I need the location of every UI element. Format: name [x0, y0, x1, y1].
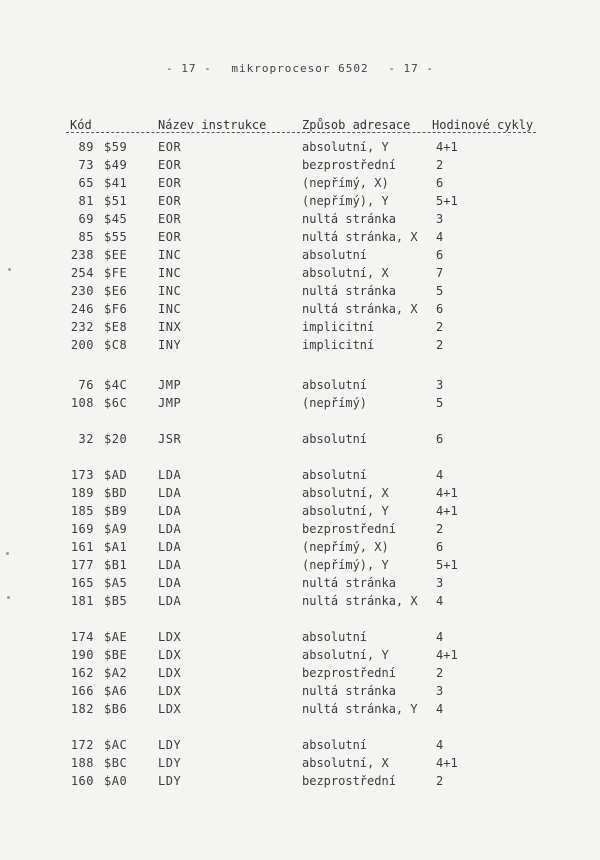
instruction-name: LDX: [158, 666, 182, 680]
clock-cycles: 2: [436, 522, 444, 536]
addressing-mode: nultá stránka: [302, 284, 396, 298]
decimal-code: 81: [78, 194, 94, 208]
hex-code: $BE: [104, 648, 128, 662]
decimal-code: 172: [70, 738, 94, 752]
header-rule: [66, 132, 536, 133]
hex-code: $E8: [104, 320, 128, 334]
addressing-mode: (nepřímý, X): [302, 176, 389, 190]
scan-speck: [8, 268, 11, 271]
hex-code: $BD: [104, 486, 128, 500]
clock-cycles: 3: [436, 378, 444, 392]
page-header: [0, 62, 600, 75]
addressing-mode: absolutní: [302, 378, 368, 392]
addressing-mode: absolutní: [302, 738, 368, 752]
table-row: [0, 466, 600, 484]
addressing-mode: bezprostřední: [302, 774, 396, 788]
hex-code: $FE: [104, 266, 128, 280]
addressing-mode: absolutní, Y: [302, 504, 389, 518]
instruction-name: INC: [158, 284, 182, 298]
column-header-mode: Způsob adresace: [302, 118, 411, 132]
table-row: [0, 628, 600, 646]
hex-code: $A2: [104, 666, 128, 680]
scan-speck: [6, 552, 9, 555]
instruction-name: LDA: [158, 468, 182, 482]
table-row: [0, 210, 600, 228]
addressing-mode: nultá stránka, X: [302, 230, 418, 244]
decimal-code: 232: [70, 320, 94, 334]
hex-code: $F6: [104, 302, 128, 316]
table-header: [0, 118, 600, 134]
hex-code: $A9: [104, 522, 128, 536]
clock-cycles: 6: [436, 302, 444, 316]
clock-cycles: 4: [436, 594, 444, 608]
hex-code: $B6: [104, 702, 128, 716]
page-title: mikroprocesor 6502: [231, 62, 369, 75]
table-row: [0, 700, 600, 718]
hex-code: $45: [104, 212, 128, 226]
table-row: [0, 264, 600, 282]
instruction-name: INC: [158, 266, 182, 280]
decimal-code: 169: [70, 522, 94, 536]
decimal-code: 76: [78, 378, 94, 392]
addressing-mode: implicitní: [302, 338, 375, 352]
clock-cycles: 3: [436, 684, 444, 698]
addressing-mode: (nepřímý), Y: [302, 558, 389, 572]
clock-cycles: 3: [436, 576, 444, 590]
decimal-code: 230: [70, 284, 94, 298]
table-row: [0, 394, 600, 412]
decimal-code: 200: [70, 338, 94, 352]
clock-cycles: 3: [436, 212, 444, 226]
clock-cycles: 4: [436, 630, 444, 644]
hex-code: $BC: [104, 756, 128, 770]
decimal-code: 246: [70, 302, 94, 316]
decimal-code: 189: [70, 486, 94, 500]
hex-code: $49: [104, 158, 128, 172]
decimal-code: 108: [70, 396, 94, 410]
addressing-mode: nultá stránka: [302, 684, 396, 698]
clock-cycles: 5+1: [436, 194, 458, 208]
column-header-name: Název instrukce: [158, 118, 267, 132]
table-row: [0, 592, 600, 610]
table-row: [0, 336, 600, 354]
clock-cycles: 4: [436, 738, 444, 752]
addressing-mode: nultá stránka: [302, 576, 396, 590]
decimal-code: 165: [70, 576, 94, 590]
clock-cycles: 2: [436, 338, 444, 352]
table-row: [0, 282, 600, 300]
addressing-mode: absolutní, X: [302, 266, 389, 280]
instruction-name: EOR: [158, 194, 182, 208]
decimal-code: 238: [70, 248, 94, 262]
decimal-code: 160: [70, 774, 94, 788]
column-header-code: Kód: [70, 118, 92, 132]
clock-cycles: 6: [436, 176, 444, 190]
table-row: [0, 318, 600, 336]
instruction-name: LDA: [158, 540, 182, 554]
addressing-mode: bezprostřední: [302, 666, 396, 680]
table-row: [0, 520, 600, 538]
hex-code: $EE: [104, 248, 128, 262]
decimal-code: 161: [70, 540, 94, 554]
hex-code: $AD: [104, 468, 128, 482]
instruction-name: JMP: [158, 396, 182, 410]
hex-code: $E6: [104, 284, 128, 298]
instruction-name: INC: [158, 302, 182, 316]
clock-cycles: 2: [436, 666, 444, 680]
decimal-code: 85: [78, 230, 94, 244]
clock-cycles: 6: [436, 432, 444, 446]
hex-code: $4C: [104, 378, 128, 392]
hex-code: $AC: [104, 738, 128, 752]
instruction-name: EOR: [158, 230, 182, 244]
addressing-mode: absolutní: [302, 248, 368, 262]
addressing-mode: absolutní, Y: [302, 648, 389, 662]
instruction-name: LDX: [158, 684, 182, 698]
decimal-code: 89: [78, 140, 94, 154]
table-row: [0, 538, 600, 556]
table-row: [0, 376, 600, 394]
addressing-mode: absolutní: [302, 432, 368, 446]
table-row: [0, 228, 600, 246]
decimal-code: 174: [70, 630, 94, 644]
decimal-code: 73: [78, 158, 94, 172]
table-row: [0, 300, 600, 318]
clock-cycles: 6: [436, 540, 444, 554]
decimal-code: 181: [70, 594, 94, 608]
clock-cycles: 5+1: [436, 558, 458, 572]
decimal-code: 188: [70, 756, 94, 770]
addressing-mode: bezprostřední: [302, 158, 396, 172]
addressing-mode: bezprostřední: [302, 522, 396, 536]
addressing-mode: nultá stránka, X: [302, 594, 418, 608]
instruction-name: LDA: [158, 522, 182, 536]
clock-cycles: 5: [436, 396, 444, 410]
clock-cycles: 7: [436, 266, 444, 280]
decimal-code: 32: [78, 432, 94, 446]
instruction-name: LDY: [158, 738, 182, 752]
instruction-name: EOR: [158, 176, 182, 190]
instruction-name: LDX: [158, 702, 182, 716]
instruction-name: LDA: [158, 486, 182, 500]
addressing-mode: (nepřímý, X): [302, 540, 389, 554]
clock-cycles: 4: [436, 702, 444, 716]
table-row: [0, 192, 600, 210]
clock-cycles: 5: [436, 284, 444, 298]
clock-cycles: 4: [436, 468, 444, 482]
addressing-mode: absolutní, X: [302, 756, 389, 770]
instruction-name: LDY: [158, 756, 182, 770]
instruction-name: LDA: [158, 558, 182, 572]
addressing-mode: absolutní: [302, 630, 368, 644]
table-row: [0, 430, 600, 448]
table-row: [0, 502, 600, 520]
table-row: [0, 174, 600, 192]
instruction-name: LDX: [158, 648, 182, 662]
addressing-mode: nultá stránka: [302, 212, 396, 226]
decimal-code: 162: [70, 666, 94, 680]
addressing-mode: absolutní: [302, 468, 368, 482]
table-row: [0, 754, 600, 772]
decimal-code: 182: [70, 702, 94, 716]
hex-code: $A1: [104, 540, 128, 554]
page-number-left: - 17 -: [166, 62, 212, 75]
addressing-mode: implicitní: [302, 320, 375, 334]
decimal-code: 177: [70, 558, 94, 572]
table-row: [0, 574, 600, 592]
addressing-mode: absolutní, X: [302, 486, 389, 500]
hex-code: $51: [104, 194, 128, 208]
decimal-code: 173: [70, 468, 94, 482]
hex-code: $B1: [104, 558, 128, 572]
page-number-right: - 17 -: [388, 62, 434, 75]
hex-code: $41: [104, 176, 128, 190]
hex-code: $C8: [104, 338, 128, 352]
table-row: [0, 646, 600, 664]
hex-code: $B5: [104, 594, 128, 608]
table-row: [0, 246, 600, 264]
table-row: [0, 736, 600, 754]
table-row: [0, 484, 600, 502]
table-row: [0, 156, 600, 174]
table-row: [0, 556, 600, 574]
clock-cycles: 2: [436, 320, 444, 334]
hex-code: $59: [104, 140, 128, 154]
clock-cycles: 4+1: [436, 648, 458, 662]
instruction-name: INX: [158, 320, 182, 334]
hex-code: $B9: [104, 504, 128, 518]
hex-code: $6C: [104, 396, 128, 410]
instruction-name: LDA: [158, 576, 182, 590]
instruction-name: EOR: [158, 158, 182, 172]
table-row: [0, 682, 600, 700]
instruction-name: LDY: [158, 774, 182, 788]
hex-code: $AE: [104, 630, 128, 644]
instruction-name: INC: [158, 248, 182, 262]
clock-cycles: 2: [436, 158, 444, 172]
decimal-code: 190: [70, 648, 94, 662]
instruction-name: EOR: [158, 140, 182, 154]
clock-cycles: 6: [436, 248, 444, 262]
clock-cycles: 4+1: [436, 504, 458, 518]
decimal-code: 185: [70, 504, 94, 518]
instruction-name: LDX: [158, 630, 182, 644]
decimal-code: 254: [70, 266, 94, 280]
addressing-mode: (nepřímý): [302, 396, 368, 410]
clock-cycles: 4+1: [436, 140, 458, 154]
instruction-name: INY: [158, 338, 182, 352]
instruction-name: JSR: [158, 432, 182, 446]
table-row: [0, 138, 600, 156]
clock-cycles: 2: [436, 774, 444, 788]
instruction-name: JMP: [158, 378, 182, 392]
clock-cycles: 4+1: [436, 486, 458, 500]
clock-cycles: 4+1: [436, 756, 458, 770]
decimal-code: 65: [78, 176, 94, 190]
decimal-code: 166: [70, 684, 94, 698]
clock-cycles: 4: [436, 230, 444, 244]
addressing-mode: nultá stránka, X: [302, 302, 418, 316]
instruction-name: EOR: [158, 212, 182, 226]
hex-code: $A0: [104, 774, 128, 788]
scan-speck: [7, 596, 10, 599]
column-header-cycles: Hodinové cykly: [432, 118, 534, 132]
hex-code: $55: [104, 230, 128, 244]
hex-code: $A6: [104, 684, 128, 698]
table-row: [0, 664, 600, 682]
instruction-name: LDA: [158, 594, 182, 608]
addressing-mode: nultá stránka, Y: [302, 702, 418, 716]
addressing-mode: (nepřímý), Y: [302, 194, 389, 208]
hex-code: $A5: [104, 576, 128, 590]
instruction-name: LDA: [158, 504, 182, 518]
addressing-mode: absolutní, Y: [302, 140, 389, 154]
table-row: [0, 772, 600, 790]
hex-code: $20: [104, 432, 128, 446]
decimal-code: 69: [78, 212, 94, 226]
